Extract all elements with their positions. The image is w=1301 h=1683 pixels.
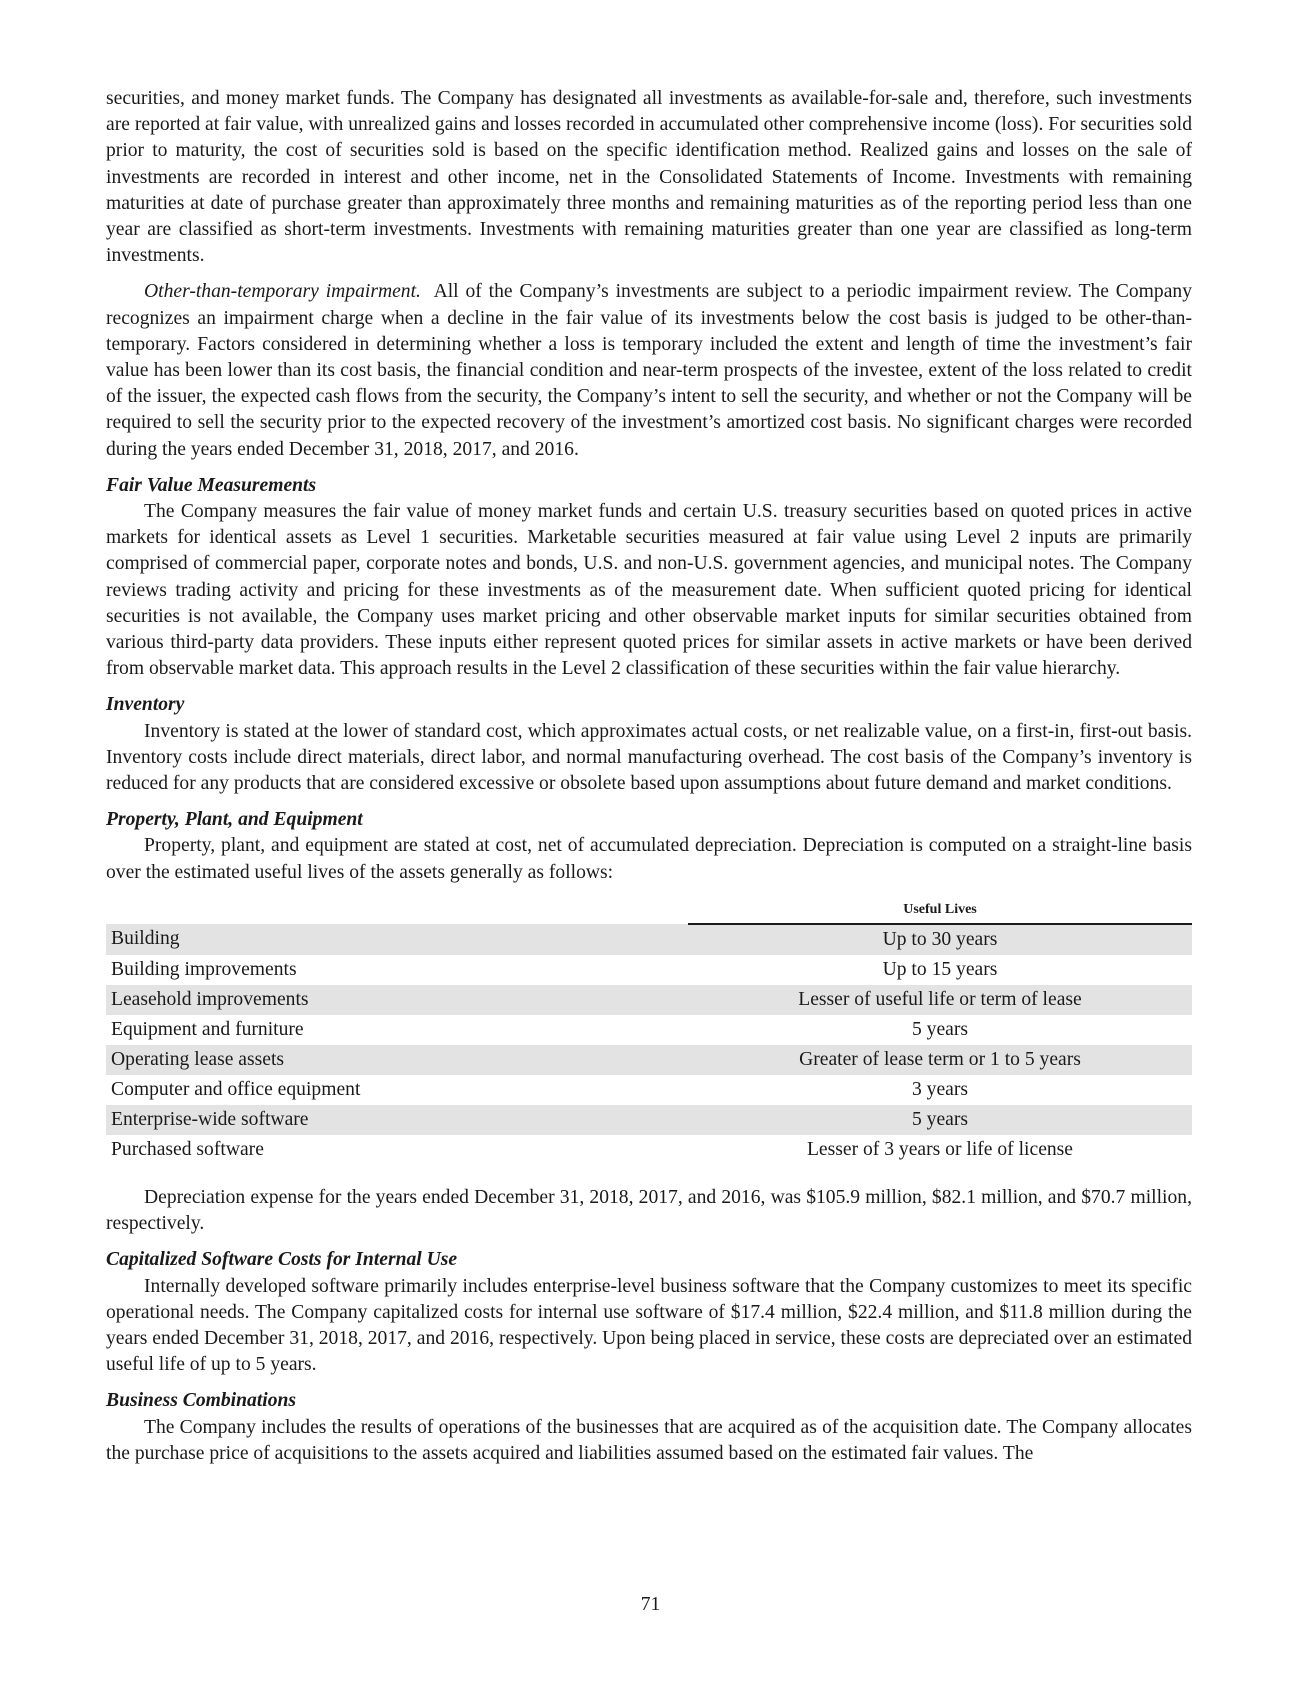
- depreciation-paragraph: Depreciation expense for the years ended December 31, 2018, 2017, and 2016, was $105.9 million, $82.1 million, and $70.7 million, respectively.: [106, 1186, 1192, 1235]
- table-header-blank: [106, 900, 688, 924]
- asset-name: Computer and office equipment: [111, 1078, 361, 1100]
- document-page: [106, 86, 1192, 1467]
- asset-name: Enterprise-wide software: [106, 1105, 688, 1135]
- asset-name: Purchased software: [111, 1138, 264, 1160]
- ppe-heading: Property, Plant, and Equipment: [106, 809, 363, 831]
- intro-paragraph: securities, and money market funds. The Company has designated all investments as available-for-sale and, therefore, such investments are reported at fair value, with unrealized gains and losses recorded in accumulated other comprehensive income (loss). For securities sold prior to maturity, the cost of securities sold is based on the specific identification method. Realized gains and losses on the sale of investments are recorded in interest and other income, net in the Consolidated Statements of Income. Investments with remaining maturities at date of purchase greater than approximately three months and remaining maturities as of the reporting period less than one year are classified as short-term investments. Investments with remaining maturities greater than one year are classified as long-term investments.: [106, 88, 1192, 267]
- inventory-paragraph: Inventory is stated at the lower of standard cost, which approximates actual costs, or net realizable value, on a first-in, first-out basis. Inventory costs include direct materials, direct labor, and normal manufacturing overhead. The cost basis of the Company’s inventory is reduced for any products that are considered excessive or obsolete based upon assumptions about future demand and market conditions.: [106, 720, 1192, 795]
- asset-name: Operating lease assets: [106, 1045, 688, 1075]
- impairment-text: All of the Company’s investments are subject to a periodic impairment review. The Company recognizes an impairment charge when a decline in the fair value of its investments below the cost basis is judged to be other-than-temporary. Factors considered in determining whether a loss is temporary included the extent and length of time the investment’s fair value has been lower than its cost basis, the financial condition and near-term prospects of the investee, extent of the loss related to credit of the issuer, the expected cash flows from the security, the Company’s intent to sell the security, and whether or not the Company will be required to sell the security prior to the expected recovery of the investment’s amortized cost basis. No significant charges were recorded during the years ended December 31, 2018, 2017, and 2016.: [106, 281, 1192, 460]
- table-row: [106, 955, 1192, 985]
- table-row: [106, 1105, 1192, 1135]
- table-row: [106, 1135, 1192, 1165]
- page-number: 71: [640, 1594, 661, 1615]
- asset-name: Equipment and furniture: [111, 1018, 304, 1040]
- asset-life: Lesser of 3 years or life of license: [806, 1138, 1074, 1160]
- table-row: [106, 1045, 1192, 1075]
- table-row: [106, 985, 1192, 1015]
- asset-name: Building improvements: [111, 958, 297, 980]
- table-row: [106, 1075, 1192, 1105]
- asset-life: Lesser of useful life or term of lease: [688, 985, 1192, 1015]
- inventory-heading: Inventory: [106, 694, 185, 716]
- software-heading: Capitalized Software Costs for Internal Use: [106, 1249, 458, 1271]
- table-row: [106, 1015, 1192, 1045]
- asset-life: Up to 15 years: [882, 958, 998, 980]
- fair-value-paragraph: The Company measures the fair value of money market funds and certain U.S. treasury securities based on quoted prices in active markets for identical assets as Level 1 securities. Marketable securities measured at fair value using Level 2 inputs are primarily comprised of commercial paper, corporate notes and bonds, U.S. and non-U.S. government agencies, and municipal notes. The Company reviews trading activity and pricing for these investments as of the measurement date. When sufficient quoted pricing for identical securities is not available, the Company uses market pricing and other observable market inputs for similar securities obtained from various third-party data providers. These inputs either represent quoted prices for similar assets in active markets or have been derived from observable market data. This approach results in the Level 2 classification of these securities within the fair value hierarchy.: [106, 501, 1192, 680]
- impairment-lead: Other-than-temporary impairment.: [144, 281, 421, 303]
- asset-name: Leasehold improvements: [106, 985, 688, 1015]
- asset-life: 5 years: [911, 1018, 969, 1040]
- asset-name: Building: [106, 924, 688, 955]
- useful-lives-header: Useful Lives: [688, 900, 1192, 924]
- useful-lives-table: [106, 900, 1192, 1165]
- asset-life: 3 years: [911, 1078, 969, 1100]
- impairment-paragraph: [106, 279, 1192, 462]
- fair-value-heading: Fair Value Measurements: [106, 474, 317, 496]
- software-paragraph: Internally developed software primarily includes enterprise-level business software that the Company customizes to meet its specific operational needs. The Company capitalized costs for internal use software of $17.4 million, $22.4 million, and $11.8 million during the years ended December 31, 2018, 2017, and 2016, respectively. Upon being placed in service, these costs are depreciated over an estimated useful life of up to 5 years.: [106, 1275, 1192, 1376]
- table-row: [106, 924, 1192, 955]
- asset-life: Greater of lease term or 1 to 5 years: [688, 1045, 1192, 1075]
- business-heading: Business Combinations: [106, 1390, 297, 1412]
- asset-life: Up to 30 years: [688, 924, 1192, 955]
- asset-life: 5 years: [688, 1105, 1192, 1135]
- ppe-paragraph: Property, plant, and equipment are stated at cost, net of accumulated depreciation. Depreciation is computed on a straight-line basis over the estimated useful lives of the assets generally as follows:: [106, 835, 1192, 883]
- business-paragraph: The Company includes the results of operations of the businesses that are acquired as of the acquisition date. The Company allocates the purchase price of acquisitions to the assets acquired and liabilities assumed based on the estimated fair values. The: [106, 1416, 1192, 1464]
- table-header-row: [106, 900, 1192, 924]
